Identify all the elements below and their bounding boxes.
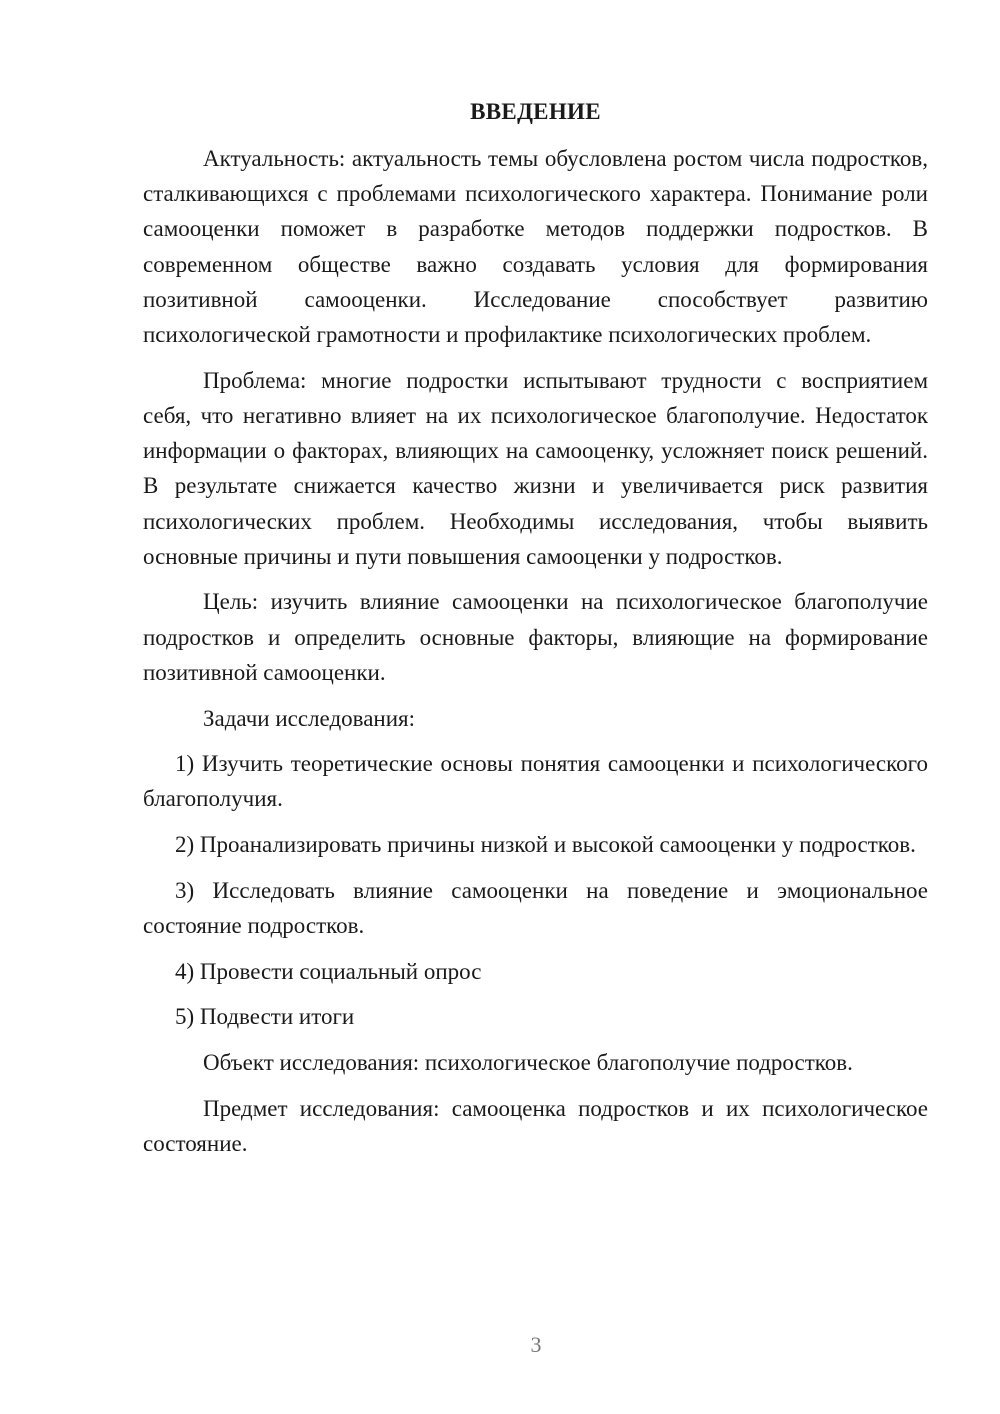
task-item: 5) Подвести итоги <box>175 1004 355 1030</box>
section-title: ВВЕДЕНИЕ <box>470 99 601 124</box>
task-item: 3) Исследовать влияние самооценки на поведение и эмоциональное состояние подростков. <box>143 877 928 939</box>
page-number: 3 <box>530 1332 542 1357</box>
task-item: 4) Провести социальный опрос <box>175 958 482 984</box>
task-item: 2) Проанализировать причины низкой и высокой самооценки у подростков. <box>175 832 916 858</box>
subject-paragraph: Предмет исследования: самооценка подростков и их психологическое состояние. <box>143 1095 928 1157</box>
tasks-heading: Задачи исследования: <box>203 705 416 731</box>
task-item: 1) Изучить теоретические основы понятия самооценки и психологического благополучия. <box>143 751 928 812</box>
relevance-paragraph: Актуальность: актуальность темы обусловлена ростом числа подростков, сталкивающихся с проблемами психологического характера. Понимание роли самооценки поможет в разработке методов поддержки подростков. В современном обществе важно создавать условия для формирования позитивной самооценки. Исследование способствует развитию психологической грамотности и профилактике психологических проблем. <box>143 146 928 348</box>
goal-paragraph: Цель: изучить влияние самооценки на психологическое благополучие подростков и определить основные факторы, влияющие на формирование позитивной самооценки. <box>143 589 928 685</box>
problem-paragraph: Проблема: многие подростки испытывают трудности с восприятием себя, что негативно влияет на их психологическое благополучие. Недостаток информации о факторах, влияющих на самооценку, усложняет поиск решений. В результате снижается качество жизни и увеличивается риск развития психологических проблем. Необходимы исследования, чтобы выявить основные причины и пути повышения самооценки у подростков. <box>143 367 928 569</box>
page-content <box>143 94 928 1172</box>
object-paragraph: Объект исследования: психологическое благополучие подростков. <box>203 1050 853 1076</box>
